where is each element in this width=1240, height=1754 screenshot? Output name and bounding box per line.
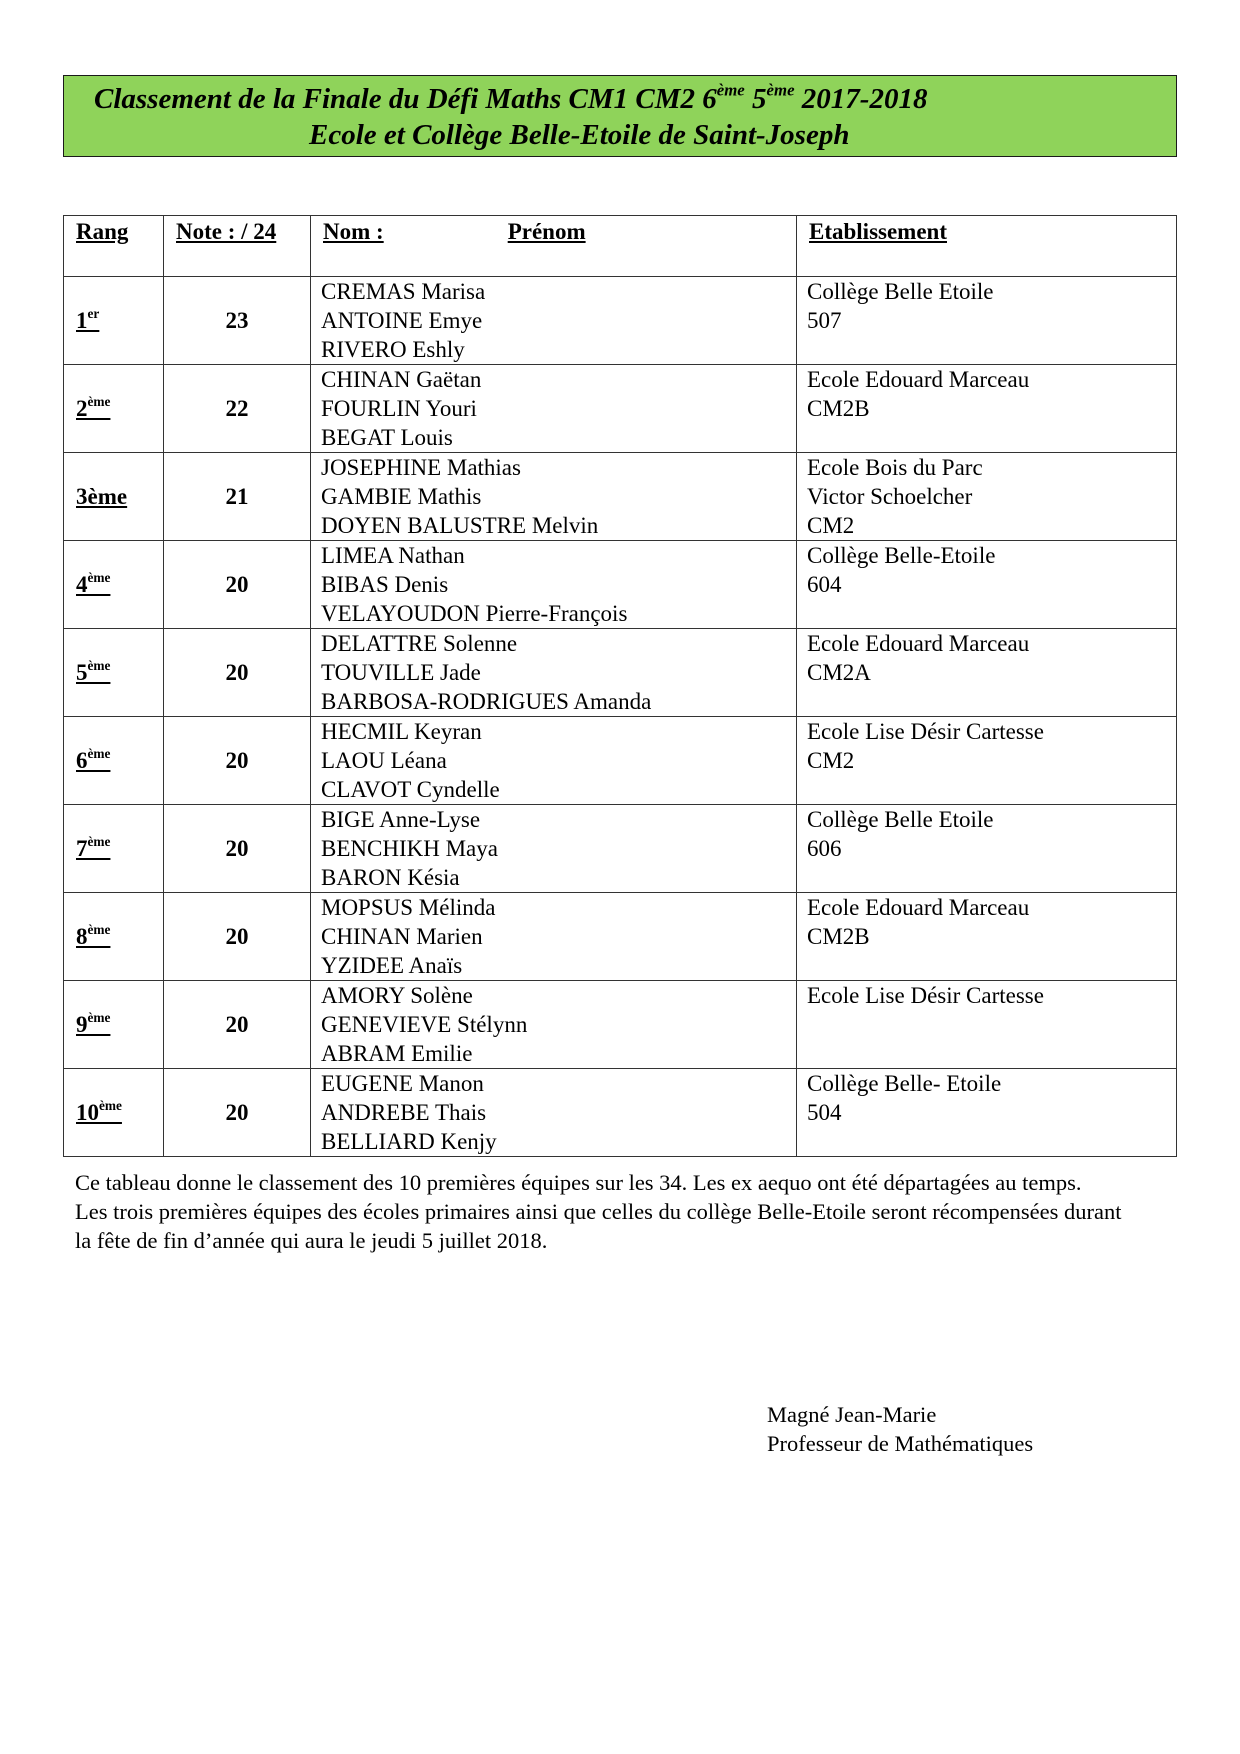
team-members-cell [311, 893, 797, 981]
table-row [64, 277, 1177, 365]
rank-label [76, 748, 110, 773]
rank-number: 5 [76, 660, 88, 685]
team-member-name: GENEVIEVE Stélynn [321, 1012, 528, 1037]
score-cell: 21 [164, 453, 311, 541]
team-member-name: CREMAS Marisa [321, 279, 486, 304]
school-cell [797, 453, 1177, 541]
header-prenom-label: Prénom [507, 219, 586, 244]
rank-label [76, 1012, 110, 1037]
school-line: Ecole Edouard Marceau [807, 631, 1030, 656]
rank-cell [64, 1069, 164, 1157]
title-line-1 [94, 82, 927, 117]
rank-label [76, 396, 110, 421]
team-member-name: CHINAN Gaëtan [321, 367, 482, 392]
rank-suffix: ème [87, 658, 111, 673]
team-member-name: DOYEN BALUSTRE Melvin [321, 513, 599, 538]
team-members-cell [311, 981, 797, 1069]
rank-number: 7 [76, 836, 88, 861]
score-cell: 22 [164, 365, 311, 453]
school-line: Collège Belle Etoile [807, 807, 994, 832]
school-line: Collège Belle Etoile [807, 279, 994, 304]
table-row [64, 453, 1177, 541]
team-member-name: BELLIARD Kenjy [321, 1129, 497, 1154]
title-text-part: Classement de la Finale du Défi Maths CM1 CM2 6 [94, 83, 717, 115]
team-member-name: DELATTRE Solenne [321, 631, 518, 656]
team-member-name: CLAVOT Cyndelle [321, 777, 500, 802]
rank-number: 1 [76, 308, 88, 333]
signature-role: Professeur de Mathématiques [767, 1431, 1034, 1456]
team-member-name: BENCHIKH Maya [321, 836, 498, 861]
school-line: CM2A [807, 660, 871, 685]
rank-number: 3ème [76, 484, 128, 509]
school-line: CM2B [807, 396, 870, 421]
title-text-part: 5 [744, 83, 767, 115]
rank-suffix: er [87, 306, 100, 321]
team-member-name: BIGE Anne-Lyse [321, 807, 481, 832]
rank-cell [64, 541, 164, 629]
ranking-table [63, 215, 1177, 1157]
rank-suffix: ème [87, 834, 111, 849]
team-member-name: MOPSUS Mélinda [321, 895, 496, 920]
team-members-cell [311, 805, 797, 893]
team-member-name: AMORY Solène [321, 983, 473, 1008]
header-note [164, 216, 311, 277]
team-member-name: ANDREBE Thais [321, 1100, 487, 1125]
rank-cell [64, 893, 164, 981]
explanation-paragraph-2: Les trois premières équipes des écoles primaires ainsi que celles du collège Belle-Etoile seront récompensées durant la fête de fin d’année qui aura le jeudi 5 juillet 2018. [75, 1199, 1122, 1253]
title-text-part: 2017-2018 [794, 83, 928, 115]
rank-cell [64, 277, 164, 365]
rank-cell [64, 629, 164, 717]
rank-label [76, 1100, 122, 1125]
school-cell [797, 629, 1177, 717]
rank-suffix: ème [99, 1098, 122, 1113]
team-member-name: BARON Késia [321, 865, 460, 890]
team-member-name: FOURLIN Youri [321, 396, 477, 421]
school-line: 507 [807, 308, 842, 333]
rank-label [76, 308, 99, 333]
team-member-name: LAOU Léana [321, 748, 447, 773]
explanation-text [75, 1168, 1135, 1255]
rank-label [76, 924, 110, 949]
table-row [64, 717, 1177, 805]
rank-number: 8 [76, 924, 88, 949]
score-cell: 20 [164, 541, 311, 629]
rank-label [76, 836, 110, 861]
rank-cell [64, 717, 164, 805]
team-member-name: LIMEA Nathan [321, 543, 465, 568]
team-member-name: HECMIL Keyran [321, 719, 482, 744]
title-superscript: ème [716, 80, 745, 100]
rank-number: 4 [76, 572, 88, 597]
team-member-name: BEGAT Louis [321, 425, 453, 450]
team-member-name: ABRAM Emilie [321, 1041, 473, 1066]
header-rang-label: Rang [76, 219, 129, 244]
table-row [64, 805, 1177, 893]
team-member-name: BARBOSA-RODRIGUES Amanda [321, 689, 652, 714]
school-line: Ecole Edouard Marceau [807, 367, 1030, 392]
team-member-name: EUGENE Manon [321, 1071, 484, 1096]
signature-name: Magné Jean-Marie [767, 1402, 937, 1427]
score-cell: 20 [164, 805, 311, 893]
rank-number: 6 [76, 748, 88, 773]
school-line: Victor Schoelcher [807, 484, 973, 509]
school-line: Collège Belle- Etoile [807, 1071, 1002, 1096]
score-cell: 20 [164, 717, 311, 805]
team-member-name: VELAYOUDON Pierre-François [321, 601, 628, 626]
rank-number: 2 [76, 396, 88, 421]
rank-suffix: ème [87, 922, 111, 937]
table-row [64, 1069, 1177, 1157]
table-row [64, 629, 1177, 717]
score-cell: 23 [164, 277, 311, 365]
score-cell: 20 [164, 981, 311, 1069]
school-cell [797, 893, 1177, 981]
school-line: CM2 [807, 748, 855, 773]
title-superscript: ème [766, 80, 795, 100]
school-cell [797, 805, 1177, 893]
team-members-cell [311, 629, 797, 717]
team-members-cell [311, 717, 797, 805]
explanation-paragraph-1: Ce tableau donne le classement des 10 premières équipes sur les 34. Les ex aequo ont été départagées au temps. [75, 1170, 1082, 1195]
team-member-name: GAMBIE Mathis [321, 484, 482, 509]
rank-cell [64, 981, 164, 1069]
header-rang [64, 216, 164, 277]
school-cell [797, 541, 1177, 629]
table-row [64, 981, 1177, 1069]
school-line: CM2 [807, 513, 855, 538]
school-cell [797, 717, 1177, 805]
school-line: Ecole Bois du Parc [807, 455, 983, 480]
school-line: Ecole Lise Désir Cartesse [807, 719, 1044, 744]
school-line: 604 [807, 572, 842, 597]
score-cell: 20 [164, 1069, 311, 1157]
team-members-cell [311, 453, 797, 541]
school-cell [797, 1069, 1177, 1157]
school-line: Ecole Edouard Marceau [807, 895, 1030, 920]
team-member-name: TOUVILLE Jade [321, 660, 481, 685]
school-line: Ecole Lise Désir Cartesse [807, 983, 1044, 1008]
signature-block [767, 1400, 1033, 1458]
rank-number: 10 [76, 1100, 99, 1125]
rank-cell [64, 365, 164, 453]
header-etablissement-label: Etablissement [809, 219, 947, 244]
team-member-name: JOSEPHINE Mathias [321, 455, 521, 480]
school-cell [797, 277, 1177, 365]
team-member-name: RIVERO Eshly [321, 337, 465, 362]
school-cell [797, 365, 1177, 453]
score-cell: 20 [164, 893, 311, 981]
title-line-2: Ecole et Collège Belle-Etoile de Saint-Joseph [309, 119, 850, 151]
rank-suffix: ème [87, 1010, 111, 1025]
header-nom-prenom [311, 216, 797, 277]
rank-number: 9 [76, 1012, 88, 1037]
team-members-cell [311, 541, 797, 629]
header-etablissement [797, 216, 1177, 277]
table-row [64, 541, 1177, 629]
table-row [64, 365, 1177, 453]
school-line: 606 [807, 836, 842, 861]
header-note-label: Note : / 24 [176, 219, 277, 244]
team-member-name: CHINAN Marien [321, 924, 483, 949]
school-line: Collège Belle-Etoile [807, 543, 996, 568]
team-members-cell [311, 277, 797, 365]
school-cell [797, 981, 1177, 1069]
school-line: 504 [807, 1100, 842, 1125]
rank-suffix: ème [87, 746, 111, 761]
rank-cell [64, 805, 164, 893]
rank-suffix: ème [87, 570, 111, 585]
team-members-cell [311, 1069, 797, 1157]
team-member-name: BIBAS Denis [321, 572, 449, 597]
rank-label [76, 484, 127, 509]
rank-suffix: ème [87, 394, 111, 409]
table-row [64, 893, 1177, 981]
team-member-name: ANTOINE Emye [321, 308, 483, 333]
rank-cell [64, 453, 164, 541]
team-member-name: YZIDEE Anaïs [321, 953, 463, 978]
rank-label [76, 572, 110, 597]
rank-label [76, 660, 110, 685]
score-cell: 20 [164, 629, 311, 717]
table-header-row [64, 216, 1177, 277]
header-nom-label: Nom : [323, 219, 384, 244]
team-members-cell [311, 365, 797, 453]
title-banner [63, 75, 1177, 157]
school-line: CM2B [807, 924, 870, 949]
